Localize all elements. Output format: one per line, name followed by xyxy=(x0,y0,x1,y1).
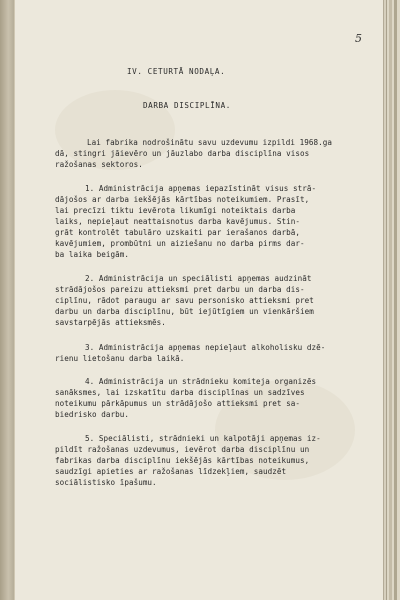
text-line: saudzīgi apieties ar ražošanas līdzekļiem, saudzēt xyxy=(55,467,287,476)
section-title: DARBA DISCIPLĪNA. xyxy=(143,101,231,110)
text-line: Lai fabrika nodrošinātu savu uzdevumu izpildi 1968.ga xyxy=(87,138,332,147)
page-stack-edge xyxy=(389,0,392,600)
text-line: grāt kontrolēt tabulāro uzskaiti par ierašanos darbā, xyxy=(55,228,300,237)
page-stack-edge xyxy=(394,0,397,600)
text-line: ciplīnu, rādot paraugu ar savu personisko attieksmi pret xyxy=(55,296,314,305)
text-line: 4. Administrācija un strādnieku komiteja organizēs xyxy=(85,377,317,386)
text-line: ba laika beigām. xyxy=(55,250,129,259)
text-line: darbu un darba disciplīnu, būt iejūtīgiem un vienkāršiem xyxy=(55,307,314,316)
text-line: ražošanas sektoros. xyxy=(55,160,143,169)
text-line: fabrikas darba disciplīnu iekšējās kārtības noteikumus, xyxy=(55,456,310,465)
text-line: savstarpējās attieksmēs. xyxy=(55,318,166,327)
page-stack-edge xyxy=(384,0,387,600)
text-line: 2. Administrācija un speciālisti apņemas audzināt xyxy=(85,274,312,283)
text-line: strādājošos pareizu attieksmi pret darbu un darba dis- xyxy=(55,285,305,294)
text-line: 3. Administrācija apņemas nepieļaut alkoholisku dzē- xyxy=(85,343,326,352)
binding-shadow xyxy=(0,0,14,600)
text-line: rienu lietošanu darba laikā. xyxy=(55,354,185,363)
text-line: 5. Speciālisti, strādnieki un kalpotāji apņemas iz- xyxy=(85,434,321,443)
text-line: sociālistisko īpašumu. xyxy=(55,478,157,487)
text-line: sanāksmes, lai izskatītu darba disciplīnas un sadzīves xyxy=(55,388,305,397)
chapter-title: IV. CETURTĀ NODAĻA. xyxy=(127,67,226,76)
text-line: noteikumu pārkāpumus un strādājošo attieksmi pret sa- xyxy=(55,399,300,408)
text-line: laiks, nepieļaut neattaisnotus darba kavējumus. Stin- xyxy=(55,217,300,226)
document-page xyxy=(14,0,383,600)
text-line: 1. Administrācija apņemas iepazīstināt visus strā- xyxy=(85,184,317,193)
text-line: dājošos ar darba iekšējās kārtības noteikumiem. Prasīt, xyxy=(55,195,310,204)
text-line: biedrisko darbu. xyxy=(55,410,129,419)
text-line: pildīt ražošanas uzdevumus, ievērot darba disciplīnu un xyxy=(55,445,310,454)
text-line: dā, stingri jāievēro un jāuzlabo darba disciplīna visos xyxy=(55,149,310,158)
text-line: lai precīzi tiktu ievērota likumīgi noteiktais darba xyxy=(55,206,296,215)
text-line: kavējumiem, prombūtni un aiziešanu no darba pirms dar- xyxy=(55,239,305,248)
page-number: 5 xyxy=(355,32,362,45)
